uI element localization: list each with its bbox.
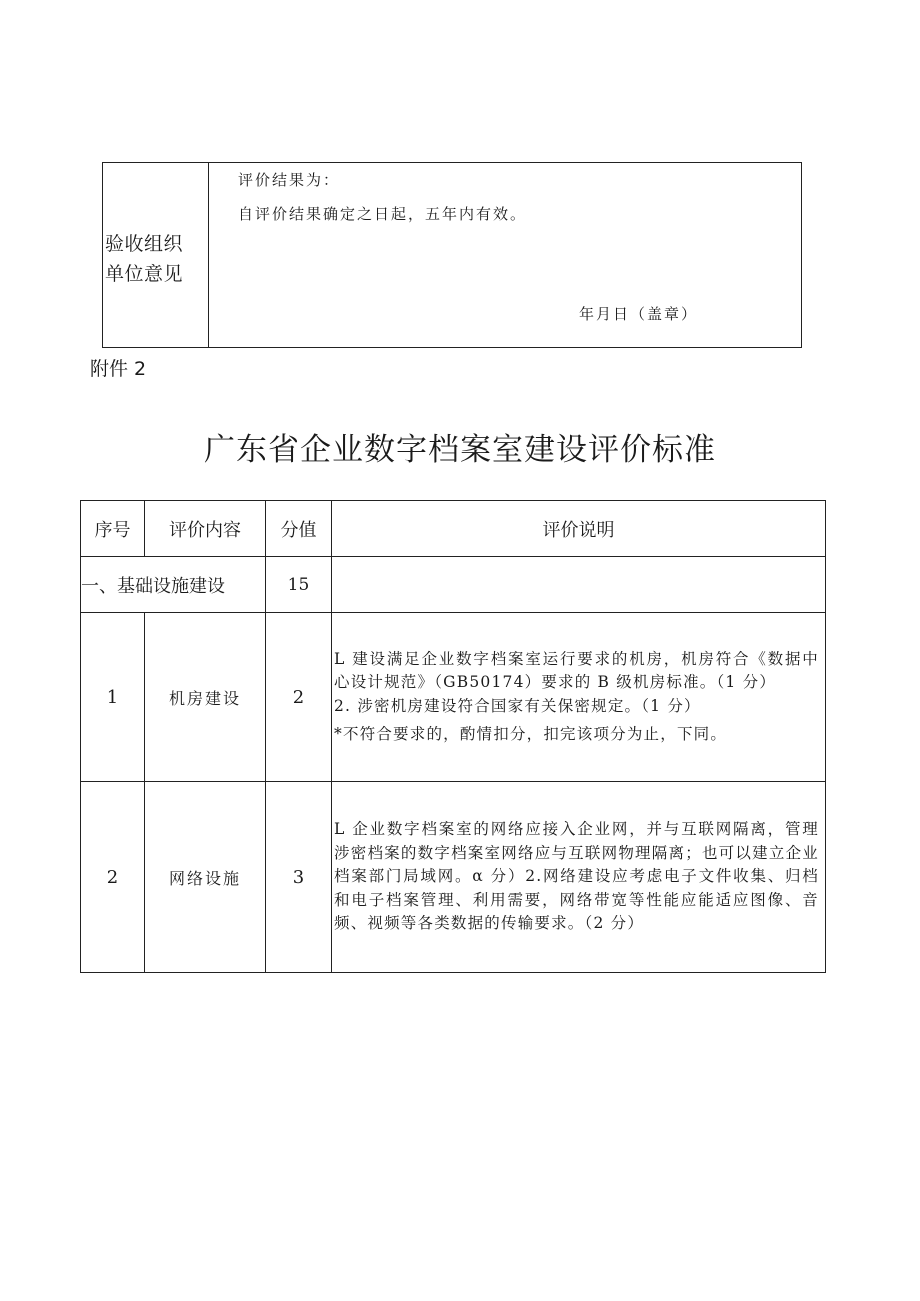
opinion-label-line: 单位意见 [105, 263, 184, 285]
header-description: 评价说明 [332, 501, 826, 557]
section-row [81, 557, 826, 613]
date-seal-text: 年月日（盖章） [579, 305, 699, 323]
section-score: 15 [266, 557, 332, 613]
description-item: 2. 涉密机房建设符合国家有关保密规定。（1 分） [334, 696, 701, 715]
opinion-label-cell [103, 163, 209, 347]
header-no: 序号 [81, 501, 145, 557]
validity-text: 自评价结果确定之日起，五年内有效。 [238, 205, 528, 223]
table-header-row [81, 501, 826, 557]
attachment-label: 附件 2 [90, 358, 147, 380]
header-content: 评价内容 [145, 501, 266, 557]
description-item: L 企业数字档案室的网络应接入企业网，并与互联网隔离，管理涉密档案的数字档案室网络应与互联网物理隔离；也可以建立企业档案部门局域网。α 分）2.网络建设应考虑电子文件收集、归档和电子档案管理、利用需要，网络带宽等性能应能适应图像、音频、视频等各类数据的传输要求。（2 分） [334, 820, 819, 933]
description-note: *不符合要求的，酌情扣分，扣完该项分为止，下同。 [334, 725, 728, 743]
opinion-label [105, 229, 183, 289]
row-score: 2 [266, 613, 332, 782]
section-name: 一、基础设施建设 [81, 557, 266, 613]
row-score: 3 [266, 782, 332, 973]
row-no: 1 [81, 613, 145, 782]
header-score: 分值 [266, 501, 332, 557]
opinion-label-line: 验收组织 [105, 233, 184, 255]
row-no: 2 [81, 782, 145, 973]
section-description [332, 557, 826, 613]
row-content: 网络设施 [145, 782, 266, 973]
table-row [81, 782, 826, 973]
row-content: 机房建设 [145, 613, 266, 782]
row-description [332, 782, 826, 973]
evaluation-table [80, 500, 826, 973]
description-item: L 建设满足企业数字档案室运行要求的机房，机房符合《数据中心设计规范》（GB50174）要求的 B 级机房标准。（1 分） [334, 649, 819, 691]
page-title: 广东省企业数字档案室建设评价标准 [204, 432, 716, 468]
row-description [332, 613, 826, 782]
table-row [81, 613, 826, 782]
evaluation-result-text: 评价结果为： [238, 171, 341, 189]
opinion-box [102, 162, 802, 348]
